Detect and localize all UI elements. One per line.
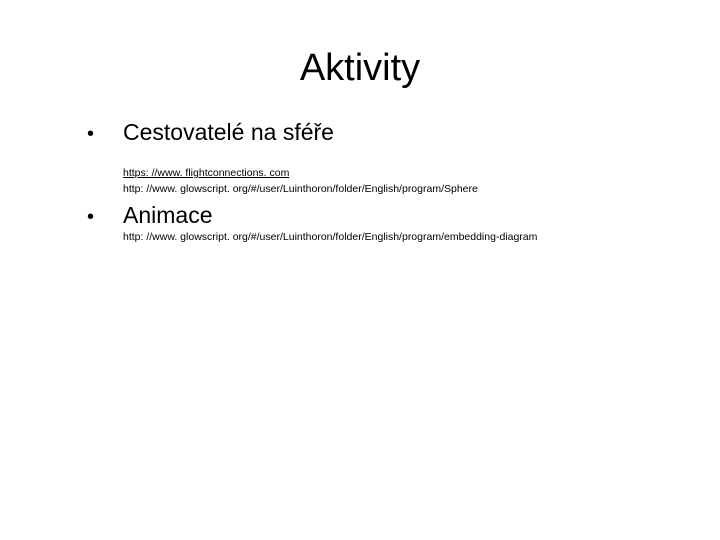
- slide-title: Aktivity: [299, 47, 421, 89]
- link-item[interactable]: [123, 166, 289, 180]
- link-item: [123, 182, 478, 196]
- bullet-text: Animace: [123, 202, 213, 228]
- bullet-item: [87, 117, 334, 149]
- bullet-text: Cestovatelé na sféře: [123, 119, 334, 145]
- bullet-marker: •: [87, 206, 95, 228]
- link-text: http: //www. glowscript. org/#/user/Luinthoron/folder/English/program/embedding-diagram: [123, 231, 538, 243]
- bullet-item: [87, 200, 212, 232]
- bullet-marker: •: [87, 123, 95, 145]
- link-item: [123, 230, 537, 244]
- link-text: http: //www. glowscript. org/#/user/Luinthoron/folder/English/program/Sphere: [123, 183, 478, 195]
- link[interactable]: https: //www. flightconnections. com: [123, 167, 290, 179]
